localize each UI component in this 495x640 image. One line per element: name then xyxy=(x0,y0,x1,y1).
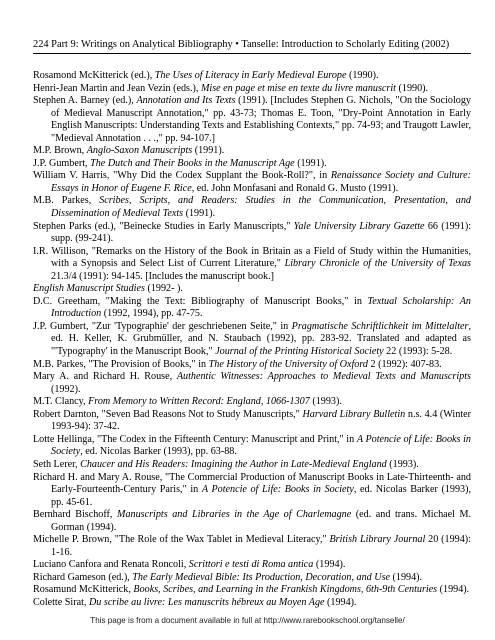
bibliography-entry xyxy=(33,559,471,572)
entry-text: n.s. 4.4 (Winter 1993-94): 37-42. xyxy=(51,408,471,433)
entry-text: , ed. H. Keller, K. Grubmüller, and N. Staubach (1992), pp. 283-92. Translated and adapted as "'Typography' in the Manuscript Book," xyxy=(51,320,472,358)
entry-text: (1994). xyxy=(313,559,346,571)
entry-text: (1991). xyxy=(192,145,225,157)
entry-title: A Potencie of Life: Books in Society xyxy=(201,484,354,496)
entry-title: Authentic Witnesses: Approaches to Medieval Texts and Manuscripts xyxy=(176,371,471,383)
entry-title: The Early Medieval Bible: Its Production, Decoration, and Use xyxy=(132,571,391,583)
bibliography-entry xyxy=(33,145,471,158)
entry-title: Anglo-Saxon Manuscripts xyxy=(86,145,193,157)
entry-text: Luciano Canfora and Renata Roncoli, xyxy=(33,559,189,571)
entry-text: (1990). xyxy=(346,70,379,81)
entry-text: M.B. Parkes, "The Provision of Books," in xyxy=(33,358,209,370)
bibliography-entry xyxy=(33,221,471,246)
entry-title: Mise en page et mise en texte du livre manuscrit xyxy=(200,82,396,94)
entry-text: 22 (1993): 5-28. xyxy=(383,346,453,358)
entry-title: Journal of the Printing Historical Society xyxy=(215,346,384,358)
bibliography-entry xyxy=(33,359,471,372)
entry-title: From Memory to Written Record: England, 1066-1307 xyxy=(88,396,310,408)
entry-title: Yale University Library Gazette xyxy=(293,220,425,232)
entry-text: 20 (1994): 1-16. xyxy=(51,534,471,558)
entry-text: D.C. Greetham, "Making the Text: Bibliography of Manuscript Books," in xyxy=(33,295,368,307)
bibliography-entry xyxy=(33,321,471,359)
entry-text: (ed. and trans. Michael M. Gorman (1994). xyxy=(51,509,472,533)
entry-title: Harvard Library Bulletin xyxy=(302,408,406,420)
entry-text: Colette Sirat, xyxy=(33,596,89,608)
entry-title: Scribes, Scripts, and Readers: Studies in the Communication, Presentation, and Dissemination of Medieval Texts xyxy=(51,195,471,220)
entry-text: (1991). xyxy=(294,157,327,169)
entry-text: Rosamond McKitterick (ed.), xyxy=(33,70,155,81)
entry-text: Richard H. and Mary A. Rouse, "The Commercial Production of Manuscript Books in Late-Thirteenth- and Early-Fourteenth-Century Paris," in xyxy=(33,471,471,496)
bibliography-entry xyxy=(33,371,471,396)
entry-text: Rosamund McKitterick, xyxy=(33,584,134,596)
entry-title: Annotation and Its Texts xyxy=(136,95,236,107)
entry-text: , ed. John Monfasani and Ronald G. Musto (1991). xyxy=(191,182,399,194)
entry-title: British Library Journal xyxy=(329,534,426,546)
entry-text: (1991). [Includes Stephen G. Nichols, "On the Sociology of Medieval Manuscript Annotation," pp. 43-73; Thomas E. Toon, "Dry-Point Annotation in Early English Manuscripts: Understanding Texts and Establishing Contexts," pp. 74-93; and Traugott Lawler, "Medieval Annotation . . .," pp. 94-107.] xyxy=(51,95,471,144)
entry-text: Stephen Parks (ed.), "Beinecke Studies in Early Manuscripts," xyxy=(33,220,294,232)
entry-text: 66 (1991): supp. (99-241). xyxy=(51,220,472,245)
entry-text: William V. Harris, "Why Did the Codex Supplant the Book-Roll?", in xyxy=(33,170,331,182)
entry-text: Richard Gameson (ed.), xyxy=(33,571,133,583)
bibliography-entry xyxy=(33,434,471,459)
bibliography-entry xyxy=(33,95,471,145)
entry-text: (1994). xyxy=(324,596,357,608)
bibliography-entry xyxy=(33,597,471,610)
bibliography-entry xyxy=(33,158,471,171)
entry-text: Lotte Hellinga, "The Codex in the Fifteenth Century: Manuscript and Print," in xyxy=(33,433,357,445)
entry-text: Stephen A. Barney (ed.), xyxy=(33,95,137,107)
entry-text: Henri-Jean Martin and Jean Vezin (eds.), xyxy=(33,82,201,94)
header-rule xyxy=(33,53,471,54)
bibliography-entry xyxy=(33,509,471,534)
entry-title: The Uses of Literacy in Early Medieval Europe xyxy=(154,70,347,81)
entry-text: Mary A. and Richard H. Rouse, xyxy=(33,371,177,383)
entry-title: Pragmatische Schriftlichkeit im Mittelalter xyxy=(291,320,469,332)
bibliography-entry xyxy=(33,396,471,409)
bibliography-entry xyxy=(33,283,471,296)
entry-text: (1992- ). xyxy=(144,283,183,295)
entry-text: , ed. Nicolas Barker (1993), pp. 63-88. xyxy=(80,446,237,458)
entry-text: Seth Lerer, xyxy=(33,458,81,470)
entry-text: (1994). xyxy=(437,584,470,596)
bibliography-entry xyxy=(33,584,471,597)
bibliography-entry xyxy=(33,195,471,220)
bibliography-entry xyxy=(33,246,471,284)
entry-title: The History of the University of Oxford xyxy=(208,358,368,370)
entry-text: (1993). xyxy=(309,396,342,408)
entry-title: A Potencie of Life: Books in Society xyxy=(51,433,471,458)
entry-title: Manuscripts and Libraries in the Age of Charlemagne xyxy=(117,509,352,521)
entry-text: I.R. Willison, "Remarks on the History of the Book in Britain as a Field of Study within the Humanities, with a Synopsis and Select List of Current Literature," xyxy=(33,245,471,270)
entry-text: J.P. Gumbert, "Zur 'Typographie' der geschriebenen Seite," in xyxy=(33,320,292,332)
entry-title: The Dutch and Their Books in the Manuscript Age xyxy=(90,157,295,169)
entry-text: (1992). xyxy=(51,383,81,395)
bibliography-entry xyxy=(33,572,471,585)
entry-text: Robert Darnton, "Seven Bad Reasons Not to Study Manuscripts," xyxy=(33,408,303,420)
entry-text: Bernhard Bischoff, xyxy=(33,509,118,521)
entry-text: Michelle P. Brown, "The Role of the Wax Tablet in Medieval Literacy," xyxy=(33,534,330,546)
entry-title: Textual Scholarship: An Introduction xyxy=(51,295,471,320)
bibliography-entry xyxy=(33,296,471,321)
entry-text: (1992, 1994), pp. 47-75. xyxy=(101,308,203,320)
entry-text: (1991). xyxy=(183,208,216,220)
entry-title: Renaissance Society and Culture: Essays in Honor of Eugene F. Rice xyxy=(51,170,471,194)
bibliography-entry xyxy=(33,70,471,83)
running-header: 224 Part 9: Writings on Analytical Bibliography • Tanselle: Introduction to Scholarly Editing (2002) xyxy=(33,39,450,50)
page-footer: This page is from a document available in full at http://www.rarebookschool.org/tanselle/ xyxy=(90,616,405,625)
bibliography-entry xyxy=(33,534,471,559)
entry-text: , ed. Nicolas Barker (1993), pp. 45-61. xyxy=(51,484,471,508)
entry-text: J.P. Gumbert, xyxy=(33,157,91,169)
bibliography-entry xyxy=(33,472,471,510)
entry-title: Chaucer and His Readers: Imagining the Author in Late-Medieval England xyxy=(80,458,387,470)
entry-title: Books, Scribes, and Learning in the Frankish Kingdoms, 6th-9th Centuries xyxy=(133,584,438,596)
entry-text: M.B. Parkes, xyxy=(33,195,100,207)
entry-text: M.P. Brown, xyxy=(33,145,87,157)
entry-text: (1993). xyxy=(386,458,419,470)
bibliography-entry xyxy=(33,409,471,434)
entry-text: (1994). xyxy=(390,571,423,583)
entry-title: English Manuscript Studies xyxy=(33,283,145,295)
entry-text: 21.3/4 (1991): 94-145. [Includes the manuscript book.] xyxy=(51,270,274,282)
bibliography-entry xyxy=(33,83,471,96)
bibliography-entry xyxy=(33,170,471,195)
entry-text: (1990). xyxy=(396,82,429,94)
entry-text: M.T. Clancy, xyxy=(33,396,89,408)
entry-title: Library Chronicle of the University of Texas xyxy=(284,258,471,270)
entry-text: 2 (1992): 407-83. xyxy=(367,358,442,370)
bibliography-entry xyxy=(33,459,471,472)
bibliography-list xyxy=(33,70,471,610)
entry-title: Scrittori e testi di Roma antica xyxy=(188,559,314,571)
entry-title: Du scribe au livre: Les manuscrits hébreux au Moyen Age xyxy=(88,596,325,608)
